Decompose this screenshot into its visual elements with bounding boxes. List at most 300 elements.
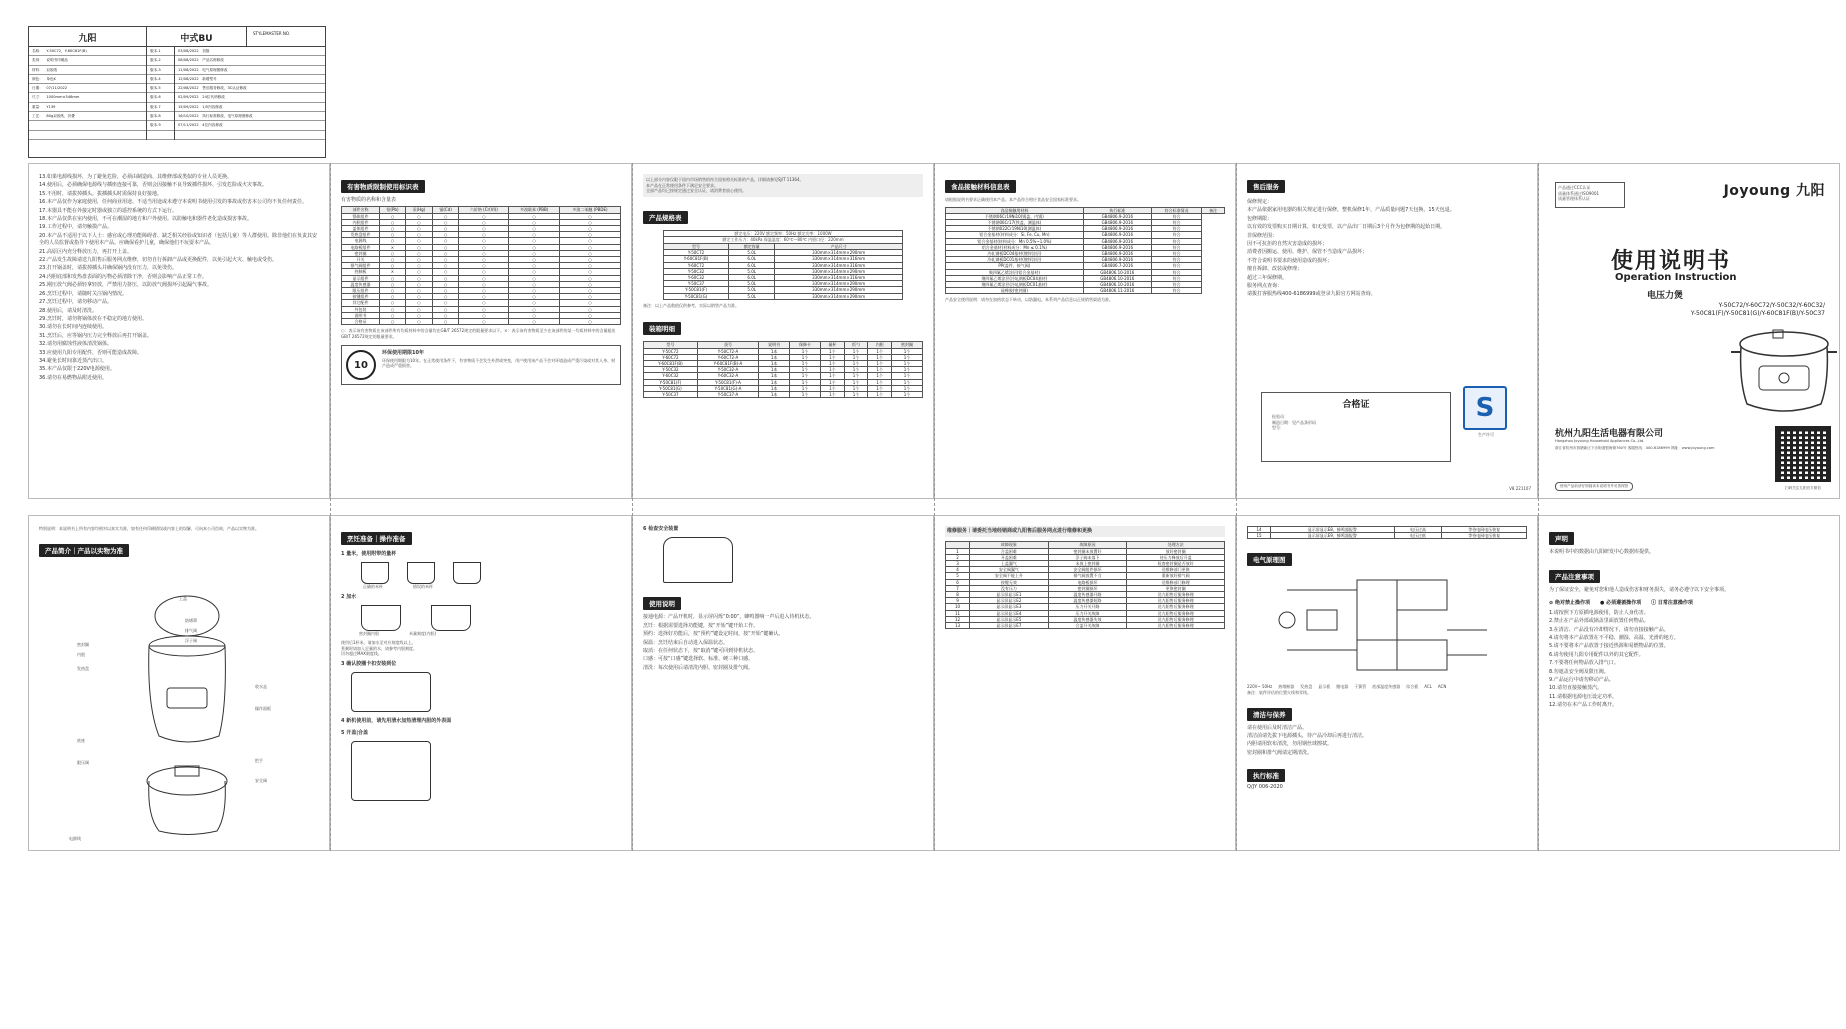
- table-cell: ○: [432, 213, 459, 219]
- table-row: [946, 623, 1225, 629]
- table-cell: 密封圈未放置好: [1048, 548, 1127, 554]
- table-cell: 重新放好排气阀: [1127, 573, 1225, 579]
- cover-models: Y-50C72/Y-60C72/Y-50C32/Y-60C32/ Y-50C81(F)/Y-50C81(G)/Y-60C81F(B)/Y-50C37: [1690, 302, 1825, 317]
- table-cell: Y-60C81F(B)-A: [697, 361, 758, 367]
- table-cell: Y-60C81F(B): [664, 256, 729, 262]
- table-cell: 铝合金基材(材料成分：Si, Fe, Cu, Mn): [946, 232, 1084, 238]
- table-cell: 浮子阀未落下: [1048, 554, 1127, 560]
- table-cell: 送维修部门修理: [1127, 579, 1225, 585]
- usage-bullet: 烹饪：根据需要选择功能键，按“开始”键开始工作。: [643, 622, 759, 629]
- info-row: 版本.4: [147, 75, 174, 84]
- table-cell: 1个: [868, 367, 892, 373]
- table-cell: 限压组件: [342, 288, 380, 294]
- table-cell: 符合: [1151, 213, 1202, 219]
- fold-line: [1236, 163, 1237, 851]
- part-label: 密封圈: [77, 642, 89, 647]
- table-cell: 控制板: [342, 269, 380, 275]
- table-cell: 不锈钢06Cr17(铁盖，测温体): [946, 220, 1084, 226]
- table-cell: 显示屏显示E8，蜂鸣器报警: [1271, 527, 1394, 533]
- table-cell: 冷轧钢板DC01基材(镀锌涂层): [946, 257, 1084, 263]
- qr-code[interactable]: [1775, 426, 1831, 482]
- product-note-item: 11.请根据电源电压设定功率。: [1549, 693, 1617, 700]
- pic-label-scale: 米量刻度(内胆): [409, 631, 437, 637]
- table-cell: ○: [559, 269, 620, 275]
- table-cell: 1本: [759, 354, 790, 360]
- certificate-line: 制造日期：见产品条形码: [1272, 419, 1316, 425]
- table-header-cell: 型号: [664, 243, 729, 249]
- recycle-10-icon: 10: [346, 350, 376, 380]
- table-cell: ○: [432, 306, 459, 312]
- product-notes-title: 产品注意事项: [1549, 570, 1600, 583]
- table-cell: 5.0L: [729, 281, 775, 287]
- info-row: 版本.3: [147, 66, 174, 75]
- table-cell: GB4806.9-2016: [1083, 251, 1151, 257]
- table-cell: 5.0L: [729, 268, 775, 274]
- table-cell: 开盖困难: [970, 554, 1049, 560]
- table-cell: GB4806.10-2016: [1083, 275, 1151, 281]
- statement-title: 声明: [1549, 532, 1574, 545]
- info-row: 日期： 07/11/2022: [29, 84, 146, 93]
- circuit-label: 继电器: [1336, 684, 1349, 690]
- recycle-note: 环保使用期限为10年。在正常使用条件下，有害物质不会发生外泄或突变，用户使用该产品不会对环境造成严重污染或对其人身、财产造成严重损害。: [382, 357, 616, 369]
- table-cell: 铝合金基材(材料成分：Mn 0.5%~1.0%): [946, 238, 1084, 244]
- table-cell: 按键无效: [970, 579, 1049, 585]
- table-header-cell: 多溴联苯 (PBB): [509, 207, 560, 213]
- table-cell: 符合: [1151, 226, 1202, 232]
- table-cell: Y-50C81(F)-A: [697, 379, 758, 385]
- table-header-cell: 产品尺寸: [775, 243, 903, 249]
- table-cell: 盖体组件: [342, 226, 380, 232]
- table-cell: GB4806.11-2016: [1083, 288, 1151, 294]
- usage-title: 使用说明: [643, 597, 681, 610]
- spec-top-note: 本产品在正常使用条件下满足安全要求。: [646, 182, 718, 188]
- company-address: 浙江省杭州市钱塘新区下沙街道银海街760号 客服热线：400-6186999 网址：www.joyoung.com: [1555, 446, 1715, 450]
- hazardous-title: 有害物质限制使用标识表: [341, 180, 425, 193]
- table-row: [1248, 533, 1527, 539]
- table-header-cell: 说明书: [759, 342, 790, 348]
- part-label: 内胆: [77, 652, 85, 657]
- table-cell: 开关: [342, 257, 380, 263]
- food-contact-table: [945, 207, 1225, 295]
- table-cell: GB4806.9-2016: [1083, 226, 1151, 232]
- table-cell: Y-50C72: [664, 250, 729, 256]
- table-cell: ○: [509, 275, 560, 281]
- table-cell: 电压过低: [1394, 533, 1442, 539]
- table-cell: 电路板损坏: [1048, 579, 1127, 585]
- table-cell: 330mm×314mm×290mm: [775, 281, 903, 287]
- table-cell: 1个: [821, 385, 845, 391]
- table-header-cell: 密封圈: [892, 342, 923, 348]
- safety-note-item: 32.请勿用腐蚀性液体清洗锅体。: [39, 341, 112, 348]
- table-cell: ○: [559, 312, 620, 318]
- info-row: 颜色： 单色K: [29, 75, 146, 84]
- table-cell: 放好密封圈: [1127, 548, 1225, 554]
- table-cell: 不锈钢06Cr19Ni10(锅盖、内锅): [946, 213, 1084, 219]
- special-note: 特别说明：本说明书上所有内容均相对以真实为准，如有任何印刷错误或内容上的误解，可向本公司咨询，产品以实物为准。: [39, 526, 259, 531]
- table-cell: ○: [459, 257, 509, 263]
- table-cell: ○: [380, 300, 406, 306]
- cup-correct-icon: [361, 562, 389, 584]
- table-cell: 12: [946, 616, 970, 622]
- table-cell: ○: [559, 213, 620, 219]
- safety-note-item: 36.请勿在易燃物品附近使用。: [39, 374, 107, 381]
- table-cell: 1个: [892, 385, 923, 391]
- table-cell: ○: [559, 232, 620, 238]
- info-row: 工艺： 80g双胶纸，折叠: [29, 112, 146, 121]
- safety-note-item: 27.烹饪过程中，请勿移动产品。: [39, 299, 112, 306]
- table-cell: 11: [946, 610, 970, 616]
- table-header-cell: 执行标准: [1083, 207, 1151, 213]
- table-cell: 合格证: [342, 319, 380, 325]
- table-cell: 1本: [759, 392, 790, 398]
- table-cell: ○: [380, 257, 406, 263]
- table-cell: Y-60C72: [644, 354, 698, 360]
- table-cell: ○: [559, 294, 620, 300]
- info-row: 22/08/2022 售后服务修改，3C认证修改: [175, 84, 325, 93]
- table-cell: ○: [405, 294, 432, 300]
- table-cell: Y-60C81F(B): [644, 361, 698, 367]
- safety-note-item: 31.烹饪后，应等锅内压力完全释放后再打开锅盖。: [39, 332, 152, 339]
- table-cell: ○: [405, 238, 432, 244]
- table-cell: ○: [405, 263, 432, 269]
- table-cell: GB4806.9-2016: [1083, 257, 1151, 263]
- troubleshooting-title: 维修服务｜请委托当地经销商或九阳售后服务网点进行维修和更换: [945, 526, 1225, 537]
- info-row: 名称： Y-50C72，Y-60C81F(B): [29, 47, 146, 56]
- part-label: 发热盘: [77, 666, 89, 671]
- table-cell: 1个: [892, 379, 923, 385]
- table-cell: ○: [459, 269, 509, 275]
- table-cell: ○: [459, 288, 509, 294]
- table-header-cell: 货号: [697, 342, 758, 348]
- cup-wrong-icon-2: [453, 562, 481, 584]
- table-cell: ○: [509, 263, 560, 269]
- part-label: 把手: [255, 758, 263, 763]
- info-version-column: [147, 47, 175, 140]
- table-cell: 排气阀放置不当: [1048, 573, 1127, 579]
- legend-mandatory: ● 必须遵循操作项: [1599, 599, 1642, 606]
- table-cell: 1个: [844, 373, 868, 379]
- table-header-cell: 处理方法: [1127, 542, 1225, 548]
- standard-title: 执行标准: [1247, 769, 1285, 782]
- part-label: 安全阀: [255, 778, 267, 783]
- prep-bullet: 使用后1杯米，请加水至对应刻度线以上。: [341, 640, 416, 645]
- table-cell: ○: [559, 288, 620, 294]
- cleaning-list: [1247, 725, 1527, 758]
- table-cell: ○: [459, 226, 509, 232]
- table-row: [342, 319, 621, 325]
- food-contact-panel: [934, 163, 1236, 499]
- table-cell: 电压过高: [1394, 527, 1442, 533]
- prep-step-4: 4 新机使用前，请先用清水加热清理内胆的外表面: [341, 718, 452, 725]
- spec-title: 产品规格表: [643, 211, 688, 224]
- table-cell: 1个: [868, 354, 892, 360]
- table-cell: 1个: [790, 354, 821, 360]
- table-cell: 说明书: [342, 312, 380, 318]
- table-cell: ○: [559, 219, 620, 225]
- table-cell: 1个: [821, 367, 845, 373]
- prep-step-3: 3 确认胶圈卡扣安装到位: [341, 660, 397, 667]
- table-cell: 1个: [821, 348, 845, 354]
- table-cell: Y-50C32: [644, 367, 698, 373]
- table-cell: 1个: [821, 361, 845, 367]
- prep-step-1: 1 量米，使用附带的量杯: [341, 551, 397, 557]
- table-cell: ○: [432, 288, 459, 294]
- table-cell: ○: [405, 226, 432, 232]
- circuit-label: 显示板: [1318, 684, 1331, 690]
- after-sales-item: 超过三年保修期。: [1247, 274, 1288, 281]
- certificate-line: 检验员：: [1272, 414, 1288, 419]
- table-cell: ○: [459, 300, 509, 306]
- table-cell: 1个: [844, 385, 868, 391]
- table-cell: ○: [380, 226, 406, 232]
- table-cell: 1本: [759, 367, 790, 373]
- part-label: 收水盒: [255, 684, 267, 689]
- hazardous-note: ○：表示该有害物质在该部件所有均质材料中的含量均在GB/T 26572规定的限量要求以下。×：表示该有害物质至少在该部件的某一均质材料中的含量超出GB/T 26572规定的限量要求。: [341, 328, 616, 339]
- circuit-panel: [1236, 515, 1538, 851]
- table-cell: 内胆组件: [342, 219, 380, 225]
- table-cell: 送九阳售后服务修理: [1127, 616, 1225, 622]
- cover-subtitle: Operation Instruction: [1615, 272, 1737, 283]
- version-footer: V8 221107: [1509, 486, 1531, 492]
- table-cell: ○: [432, 300, 459, 306]
- table-cell: GB4806.9-2016: [1083, 220, 1151, 226]
- table-cell: 显示屏显示E7: [970, 623, 1049, 629]
- spec-pack-panel: [632, 163, 934, 499]
- table-header-cell: 型号: [644, 342, 698, 348]
- table-cell: ○: [405, 244, 432, 250]
- table-cell: 1个: [844, 367, 868, 373]
- table-header-cell: 多溴二苯醚 (PBDE): [559, 207, 620, 213]
- pack-title: 装箱明细: [643, 322, 681, 335]
- table-cell: ○: [459, 232, 509, 238]
- table-cell: Y-50C81(F): [644, 379, 698, 385]
- table-cell: ○: [432, 238, 459, 244]
- spec-header-line2: 额定工作压力：40kPa 保温温度：60℃～80℃ 内胆口径：220mm: [663, 236, 903, 243]
- table-cell: 安全阀不能上升: [970, 573, 1049, 579]
- table-cell: 5.0L: [729, 287, 775, 293]
- product-note-item: 8.勿遮盖安全阀及限压阀。: [1549, 668, 1609, 675]
- cover-product: 电压力煲: [1647, 291, 1684, 301]
- table-cell: 10: [946, 604, 970, 610]
- table-cell: 4: [946, 567, 970, 573]
- table-cell: 更换密封圈: [1127, 585, 1225, 591]
- product-note-item: 7.不要将任何物品放入排气口。: [1549, 660, 1619, 667]
- info-row: 11/08/2022 电气原理图修改: [175, 66, 325, 75]
- table-cell: ○: [405, 269, 432, 275]
- table-cell: ○: [559, 281, 620, 287]
- table-cell: ○: [559, 319, 620, 325]
- table-cell: ○: [509, 312, 560, 318]
- table-cell: ○: [380, 294, 406, 300]
- table-cell: 1个: [892, 361, 923, 367]
- table-cell: 1本: [759, 361, 790, 367]
- table-cell: ○: [459, 238, 509, 244]
- table-cell: 符合: [1151, 263, 1202, 269]
- product-note-item: 9.产品运行中请勿移动产品。: [1549, 677, 1614, 684]
- qr-caption: 扫码关注九阳官方微信: [1785, 486, 1821, 490]
- table-cell: ○: [509, 319, 560, 325]
- info-row: 版本.5: [147, 84, 174, 93]
- table-cell: ○: [559, 300, 620, 306]
- table-cell: ○: [380, 232, 406, 238]
- table-cell: Y-50C32-A: [697, 367, 758, 373]
- circuit-title: 电气原理图: [1247, 553, 1292, 566]
- pic-label-correct: 正确的米杯: [363, 584, 383, 590]
- table-cell: GB4806.9-2016: [1083, 244, 1151, 250]
- circuit-label: 热熔断器: [1278, 684, 1295, 690]
- table-cell: ○: [509, 306, 560, 312]
- table-cell: ○: [432, 232, 459, 238]
- table-cell: 13: [946, 623, 970, 629]
- cleaning-item: 内胆请用软布清洗，勿用钢丝球擦拭。: [1247, 741, 1333, 748]
- table-cell: 7: [946, 585, 970, 591]
- table-cell: 符合: [1151, 282, 1202, 288]
- table-cell: Y-60C72: [664, 262, 729, 268]
- info-row: 16/10/2022 执行标准修改，电气原理图修改: [175, 112, 325, 121]
- after-sales-item: 因不可抗拒的自然灾害造成的损坏；: [1247, 241, 1328, 248]
- table-cell: 330mm×314mm×316mm: [775, 262, 903, 268]
- table-cell: 1个: [844, 379, 868, 385]
- usage-bullet: 保温：烹饪结束后自动进入保温状态。: [643, 639, 729, 646]
- table-cell: 符合: [1151, 257, 1202, 263]
- safety-notes-panel: [28, 163, 330, 499]
- info-row: 15/09/2022 1/5内容修改: [175, 103, 325, 112]
- table-cell: 检查密封圈是否放好: [1127, 561, 1225, 567]
- usage-step-6: 6 检查安全装置: [643, 526, 679, 532]
- table-cell: ○: [380, 238, 406, 244]
- table-cell: 1个: [790, 348, 821, 354]
- table-cell: ○: [559, 238, 620, 244]
- table-cell: ○: [380, 306, 406, 312]
- circuit-label: ACN: [1437, 684, 1447, 690]
- table-cell: GB4806.10-2016: [1083, 269, 1151, 275]
- table-header-cell: 故障原因: [1048, 542, 1127, 548]
- table-cell: 显示屏显示E1: [970, 592, 1049, 598]
- table-cell: 1个: [892, 354, 923, 360]
- table-cell: 1个: [868, 361, 892, 367]
- table-cell: ○: [459, 213, 509, 219]
- certificate-title: 合格证: [1342, 400, 1370, 410]
- table-cell: 聚四氟乙烯涂层(冷轧钢板DC01基材): [946, 282, 1084, 288]
- table-cell: 锅体组件: [342, 213, 380, 219]
- safety-note-item: 33.应使用九阳专用配件，否则可能造成故障。: [39, 349, 142, 356]
- cert-line: 产品通过CCC认证: [1558, 185, 1591, 190]
- product-note-item: 3.在清洁、产品没有冷却情况下，请勿直接接触产品。: [1549, 626, 1669, 633]
- table-cell: 排气阀组件: [342, 263, 380, 269]
- table-cell: 送九阳售后服务修理: [1127, 623, 1225, 629]
- table-cell: 显示屏显示E9，蜂鸣器报警: [1271, 533, 1394, 539]
- table-cell: ○: [459, 244, 509, 250]
- table-cell: 密封圈: [342, 250, 380, 256]
- table-cell: ○: [380, 219, 406, 225]
- safety-note-item: 14.使用后，必须确保电源线与插座连接可靠，否则会因接触不良导致插件损坏、引发危险或火灾事故。: [39, 182, 267, 189]
- table-cell: 1个: [790, 392, 821, 398]
- table-cell: 发热盘组件: [342, 232, 380, 238]
- table-cell: 送九阳售后服务修理: [1127, 592, 1225, 598]
- table-cell: 1个: [844, 348, 868, 354]
- table-cell: 6.0L: [729, 256, 775, 262]
- table-cell: 显示组件: [342, 275, 380, 281]
- table-cell: 1个: [868, 348, 892, 354]
- after-sales-item: 以有效的发票购买日期计算，如无发票，以产品出厂日期后3个月作为包修期的起始日期。: [1247, 224, 1446, 231]
- table-header-cell: 保修卡: [790, 342, 821, 348]
- table-cell: 1本: [759, 385, 790, 391]
- table-cell: 符合: [1151, 220, 1202, 226]
- product-intro-title: 产品简介｜产品以实物为准: [39, 544, 129, 557]
- safety-note-item: 15.不用时，请拔掉插头。拔插插头时需保持良好接地。: [39, 190, 162, 197]
- table-cell: ○: [432, 244, 459, 250]
- inner-pot-scale-icon: [431, 605, 471, 631]
- table-cell: 1个: [821, 354, 845, 360]
- table-cell: 1个: [892, 348, 923, 354]
- table-cell: 其它配件: [342, 300, 380, 306]
- fold-line: [330, 163, 331, 851]
- table-cell: 1个: [790, 367, 821, 373]
- table-cell: 安全阀组件损坏: [1048, 567, 1127, 573]
- info-row: 材料： 双胶纸: [29, 66, 146, 75]
- table-cell: 3: [946, 561, 970, 567]
- part-label: 浮子阀: [185, 638, 197, 643]
- cert-line: 质量管理体系认证: [1558, 196, 1590, 202]
- table-cell: ○: [509, 219, 560, 225]
- prep-bullets: [341, 640, 621, 657]
- table-cell: ○: [405, 281, 432, 287]
- table-cell: ○: [459, 294, 509, 300]
- table-cell: ×: [380, 269, 406, 275]
- seal-ring-illustration: [351, 672, 431, 712]
- table-cell: 330mm×314mm×290mm: [775, 250, 903, 256]
- table-cell: 聚四氟乙烯涂层(冷轧钢板DC04基材): [946, 275, 1084, 281]
- product-note-item: 12.请勿在本产品工作时离开。: [1549, 702, 1617, 709]
- part-label: 防堵罩: [185, 618, 197, 623]
- table-cell: 1个: [844, 392, 868, 398]
- food-contact-title: 食品接触材料信息表: [945, 180, 1016, 193]
- table-cell: ○: [380, 319, 406, 325]
- table-cell: Y-50C37-A: [697, 392, 758, 398]
- table-cell: ○: [380, 281, 406, 287]
- table-cell: 1本: [759, 373, 790, 379]
- table-cell: 330mm×314mm×316mm: [775, 256, 903, 262]
- prep-step-2: 2 加水: [341, 594, 357, 600]
- cert-box: [1555, 182, 1625, 208]
- pressure-cooker-illustration: [1729, 322, 1839, 422]
- food-contact-note: 产品安全使用说明：请勿在加热状态下转动，以防漏电。本系列产品信息以正规销售渠道为准。: [945, 297, 1113, 303]
- table-cell: ○: [432, 319, 459, 325]
- table-cell: 送九阳售后服务修理: [1127, 598, 1225, 604]
- table-cell: 温度传感器: [342, 281, 380, 287]
- table-header-cell: 符合标准情况: [1151, 207, 1202, 213]
- safety-notes-list: [29, 164, 329, 393]
- table-cell: ○: [380, 250, 406, 256]
- product-intro-panel: [28, 515, 330, 851]
- after-sales-item: 保修规定：: [1247, 199, 1273, 205]
- after-sales-panel: [1236, 163, 1538, 499]
- table-header-cell: 镉(Cd): [432, 207, 459, 213]
- info-row: 07/11/2022 4位内容修改: [175, 121, 325, 130]
- after-sales-item: 不符合说明书要求的使用造成的损坏；: [1247, 257, 1333, 264]
- table-cell: 按键组件: [342, 294, 380, 300]
- standard-code: Q/JY 006-2020: [1247, 784, 1283, 791]
- spec-top-notes: [643, 174, 923, 197]
- certificate-lines: [1262, 410, 1450, 435]
- table-header-cell: 铅(Pb): [380, 207, 406, 213]
- table-cell: Y-50C37: [664, 281, 729, 287]
- circuit-label: 底部温度传感器: [1372, 684, 1401, 690]
- table-cell: Y-60C72-A: [697, 354, 758, 360]
- info-history-column: [175, 47, 325, 140]
- table-cell: GB4806.9-2016: [1083, 238, 1151, 244]
- pic-label-wrong: 错误的米杯: [413, 584, 433, 590]
